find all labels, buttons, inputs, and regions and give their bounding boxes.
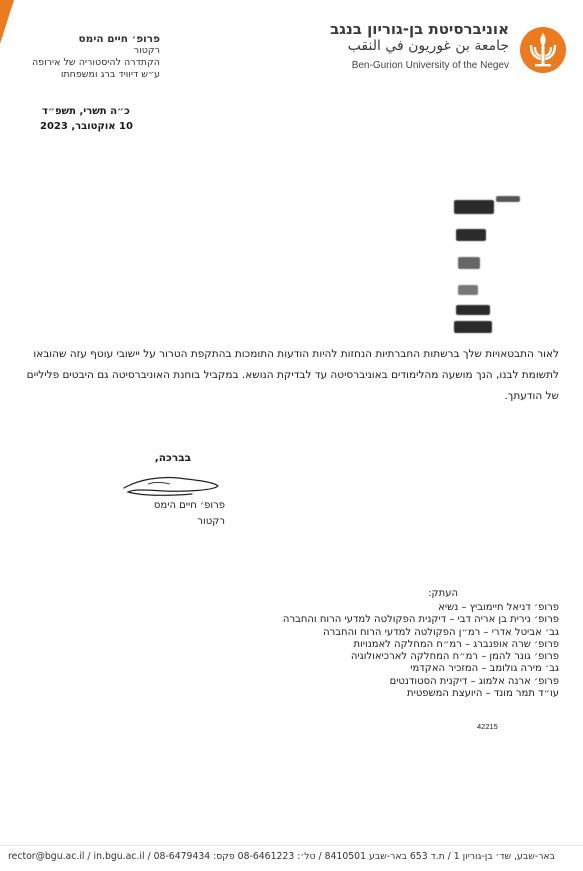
closing-greeting: בברכה,	[154, 452, 191, 464]
signature-mark	[118, 470, 224, 500]
footer-divider	[0, 845, 583, 846]
corner-accent	[0, 0, 14, 44]
copy-recipient: גב׳ אביטל אדרי – רמ״ן הפקולטה למדעי הרוח והחברה	[323, 626, 559, 638]
redacted-recipient	[446, 193, 526, 338]
copy-recipient: פרופ׳ שרה אופנברג – רמ״ח המחלקה לאמנויות	[353, 638, 559, 650]
signer-title: רקטור	[197, 516, 225, 527]
sender-chair-line2: ע״ש דיוויד ברג ומשפחתו	[60, 69, 160, 80]
copy-recipient: פרופ׳ דניאל חיימוביץ – נשיא	[438, 602, 559, 613]
document-number: 42215	[477, 722, 498, 731]
copy-recipient: פרופ׳ ארנה אלמוג – דיקנית הסטודנטים	[389, 675, 559, 687]
date-gregorian: 10 אוקטובר, 2023	[40, 121, 133, 132]
university-name-arabic: جامعة بن غوريون في النقب	[347, 38, 509, 54]
copies-heading: העתק:	[428, 588, 458, 599]
copies-list	[283, 602, 559, 700]
signer-name: פרופ׳ חיים הימס	[153, 500, 225, 511]
copy-recipient: פרופ׳ גונר להמן – רמ״ח המחלקה לארכיאולוגיה	[350, 651, 559, 663]
university-name-hebrew: אוניברסיטת בן-גוריון בנגב	[330, 20, 509, 38]
copy-recipient: עו״ד תמר מונד – היועצת המשפטית	[407, 688, 559, 700]
university-logo-icon	[519, 26, 567, 74]
sender-block	[20, 33, 160, 81]
letter-body: לאור התבטאויות שלך ברשתות החברתיות הנחזות להיות הודעות התומכות בהתקפת הטרור על יישובי עוטף עזה שהובאו לתשומת לבנו, הנך מושעה מהלימודים באוניברסיטה עד לבדיקת הנושא. במקביל בוחנת האוניברסיטה גם היבטים פליליים של הודעתך.	[26, 348, 559, 402]
sender-title: רקטור	[133, 45, 160, 56]
university-name-english: Ben-Gurion University of the Negev	[351, 60, 509, 71]
sender-name: פרופ׳ חיים הימס	[78, 33, 160, 45]
copy-recipient: גב׳ מירה גולומב – המזכיר האקדמי	[410, 663, 559, 675]
date-hebrew: כ״ה תשרי, תשפ״ד	[42, 106, 130, 117]
sender-chair-line1: הקתדרה להיסטוריה של אירופה	[31, 57, 160, 68]
footer-contact: באר-שבע, שד׳ בן-גוריון 1 / ת.ד 653 באר-שבע 8410501 / טל׳: 08-6461223 פקס: 08-6479434 / rector@bgu.ac.il / in.bgu.ac.il	[8, 851, 556, 862]
copy-recipient: פרופ׳ נירית בן אריה דבי – דיקנית הפקולטה למדעי הרוח והחברה	[282, 614, 559, 626]
